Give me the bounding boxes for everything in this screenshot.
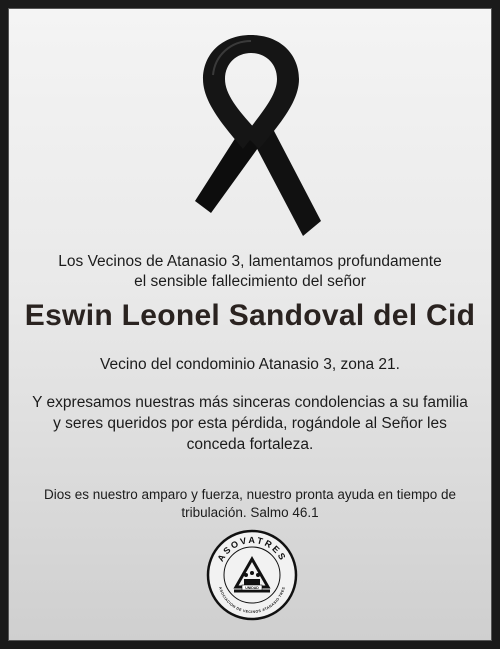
condolence-card [8,8,492,641]
residence-text: Vecino del condominio Atanasio 3, zona 21. [100,356,400,373]
mourning-ribbon-icon [181,31,321,236]
svg-text:ASOVATRES: ASOVATRES [215,534,289,564]
intro-line-1: Los Vecinos de Atanasio 3, lamentamos profundamente [58,253,442,270]
svg-text:ASOCIACION DE VECINOS ATANASIO: ASOCIACION DE VECINOS ATANASIO TRES [218,586,286,615]
deceased-name: Eswin Leonel Sandoval del Cid [24,299,476,332]
asovatres-logo [206,529,298,621]
bible-verse: Dios es nuestro amparo y fuerza, nuestro pronta ayuda en tiempo de tribulación. Salmo 46.1 [44,487,456,520]
intro-text [29,252,471,292]
condolences-text: Y expresamos nuestras más sinceras condolencias a su familia y seres queridos por esta pérdida, rogándole al Señor les conceda fortaleza. [32,394,468,453]
intro-line-2: el sensible fallecimiento del señor [134,273,366,290]
svg-text:UNIDAD: UNIDAD [245,585,259,590]
